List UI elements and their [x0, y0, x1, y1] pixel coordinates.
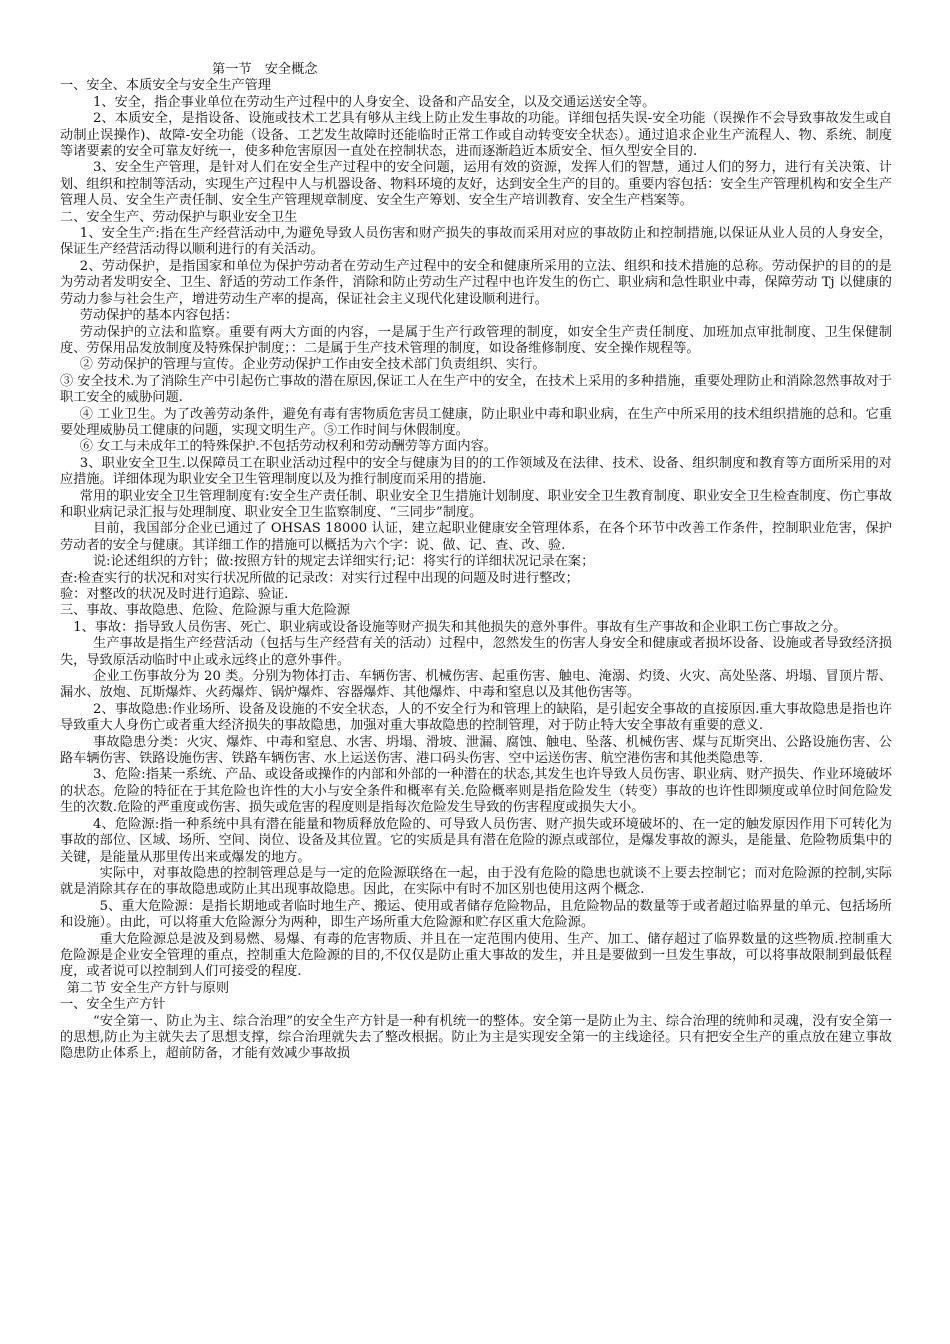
paragraph-17: 验：对整改的状况及时进行追踪、验证.	[60, 587, 289, 602]
section-2-title: 第二节 安全生产方针与原则	[66, 980, 230, 996]
section-1-title: 第一节 安全概念	[212, 62, 318, 77]
paragraph-5: 2、劳动保护，是指国家和单位为保护劳动者在劳动生产过程中的安全和健康所采用的立法、组织和技术措施的总称。劳动保护的目的的是为劳动者发明安全、卫生、舒适的劳动工作条件，消除和防止劳动生产过程中也许发生的伤亡、职业病和急性职业中毒，保障劳动 Tj 以健康的劳动力参与社会生产，增进劳动生产率的提高，保证社会主义现代化建设顺利进行。	[60, 258, 892, 307]
paragraph-2: 2、本质安全，是指设备、设施或技术工艺具有够从主线上防止发生事故的功能。详细包括失误-安全功能（误操作不会导致事故发生或自动制止误操作)、故障-安全功能（设备、工艺发生故障时还能临时正常工作或自动转变安全状态）。通过追求企业生产流程人、物、系统、制度等诸要素的安全可靠友好统一，使多种危害原因一直处在控制状态，进而逐渐趋近本质安全、恒久型安全目的.	[60, 111, 892, 160]
paragraph-26: 5、重大危险源：是指长期地或者临时地生产、搬运、使用或者储存危险物品，且危险物品的数量等于或者超过临界量的单元、包括场所和设施）。由此，可以将重大危险源分为两种，即生产场所重大危险源和贮存区重大危险源。	[60, 898, 892, 931]
paragraph-8: ② 劳动保护的管理与宣传。企业劳动保护工作由安全技术部门负责组织、实行。	[79, 357, 546, 373]
paragraph-16: 查:检查实行的状况和对实行状况所做的记录改：对实行过程中出现的问题及时进行整改；	[60, 570, 579, 586]
paragraph-7: 劳动保护的立法和监察。重要有两大方面的内容，一是属于生产行政管理的制度，如安全生产责任制度、加班加点审批制度、卫生保健制度、劳保用品发放制度及特殊保护制度；：二是属于生产技术管理的制度，如设备维修制度、安全操作规程等。	[60, 324, 892, 356]
paragraph-12: 3、职业安全卫生.以保障员工在职业活动过程中的安全与健康为目的的工作领域及在法律、技术、设备、组织制度和教育等方面所采用的对应措施。详细体现为职业安全卫生管理制度以及为推行制度而采用的措施.	[60, 455, 892, 488]
heading-3: 三、事故、事故隐患、危险、危险源与重大危险源	[60, 603, 351, 619]
heading-4: 一、安全生产方针	[60, 997, 166, 1013]
paragraph-15: 说:论述组织的方针；做:按照方针的规定去详细实行;记：将实行的详细状况记录在案；	[93, 554, 595, 570]
paragraph-18: 1、事故：指导致人员伤害、死亡、职业病或设备设施等财产损失和其他损失的意外事件。事故有生产事故和企业职工伤亡事故之分。	[73, 619, 847, 635]
paragraph-1: 1、安全，指企事业单位在劳动生产过程中的人身安全、设备和产品安全，以及交通运送安全等。	[93, 94, 656, 110]
heading-1: 一、安全、本质安全与安全生产管理	[60, 78, 271, 94]
paragraph-25: 实际中，对事故隐患的控制管理总是与一定的危险源联络在一起，由于没有危险的隐患也就谈不上要去控制它；而对危险源的控制,实际就是消除其存在的事故隐患或防止其出现事故隐患。因此，在实际中有时不加区别也使用这两个概念.	[60, 865, 892, 898]
paragraph-21: 2、事故隐患:作业场所、设备及设施的不安全状态，人的不安全行为和管理上的缺陷，是引起安全事故的直接原因.重大事故隐患是指也许导致重大人身伤亡或者重大经济损失的事故隐患，加强对重大事故隐患的控制管理，对于防止特大安全事故有重要的意义.	[60, 701, 892, 734]
paragraph-11: ⑥ 女工与未成年工的特殊保护.不包括劳动权利和劳动酬劳等方面内容。	[79, 439, 497, 455]
paragraph-14: 目前，我国部分企业已通过了 OHSAS 18000 认证，建立起职业健康安全管理体系，在各个环节中改善工作条件，控制职业危害，保护劳动者的安全与健康。其详细工作的措施可以概括为六个字：说、做、记、查、改、验.	[60, 521, 892, 553]
heading-2: 二、安全生产、劳动保护与职业安全卫生	[60, 209, 298, 225]
paragraph-10: ④ 工业卫生。为了改善劳动条件，避免有毒有害物质危害员工健康，防止职业中毒和职业病，在生产中所采用的技术组织措施的总和。它重要处理威胁员工健康的问题，实现文明生产。⑤工作时间与休假制度。	[60, 406, 892, 438]
paragraph-20: 企业工伤事故分为 20 类。分别为物体打击、车辆伤害、机械伤害、起重伤害、触电、淹溺、灼烫、火灾、高处坠落、坍塌、冒顶片帮、漏水、放炮、瓦斯爆炸、火药爆炸、锅炉爆炸、容器爆炸、其他爆炸、中毒和窒息以及其他伤害等。	[60, 669, 892, 701]
paragraph-13: 常用的职业安全卫生管理制度有:安全生产责任制、职业安全卫生措施计划制度、职业安全卫生教育制度、职业安全卫生检查制度、伤亡事故和职业病记录汇报与处理制度、职业安全卫生监察制度、“三同步”制度。	[60, 488, 892, 520]
paragraph-28: “安全第一、防止为主、综合治理”的安全生产方针是一种有机统一的整体。安全第一是防止为主、综合治理的统帅和灵魂，没有安全第一的思想,防止为主就失去了思想支撑，综合治理就失去了整改根据。防止为主是实现安全第一的主线途径。只有把安全生产的重点放在建立事故隐患防止体系上，超前防备，才能有效减少事故损	[60, 1013, 892, 1062]
paragraph-6: 劳动保护的基本内容包括：	[79, 308, 239, 324]
paragraph-19: 生产事故是指生产经营活动（包括与生产经营有关的活动）过程中，忽然发生的伤害人身安全和健康或者损坏设备、设施或者导致经济损失，导致原活动临时中止或永远终止的意外事件。	[60, 636, 892, 668]
paragraph-27: 重大危险源总是波及到易燃、易爆、有毒的危害物质、并且在一定范围内使用、生产、加工、储存超过了临界数量的这些物质.控制重大危险源是企业安全管理的重点，控制重大危险源的目的,不仅仅是防止重大事故的发生，并且是要做到一旦发生事故，可以将事故限制到最低程度，或者说可以控制到人们可接受的程度.	[60, 931, 892, 980]
paragraph-4: 1、安全生产:指在生产经营活动中,为避免导致人员伤害和财产损失的事故而采用对应的事故防止和控制措施,以保证从业人员的人身安全，保证生产经营活动得以顺利进行的有关活动。	[60, 226, 892, 258]
paragraph-24: 4、危险源:指一种系统中具有潜在能量和物质释放危险的、可导致人员伤害、财产损失或环境破坏的、在一定的触发原因作用下可转化为事故的部位、区域、场所、空间、岗位、设备及其位置。它的实质是具有潜在危险的源点或部位，是爆发事故的源头，是能量、危险物质集中的关键，是能量从那里传出来或爆发的地方。	[60, 816, 892, 865]
paragraph-9: ③ 安全技术.为了消除生产中引起伤亡事故的潜在原因,保证工人在生产中的安全，在技术上采用的多种措施，重要处理防止和消除忽然事故对于职工安全的威胁问题.	[60, 373, 892, 406]
paragraph-3: 3、安全生产管理，是针对人们在安全生产过程中的安全问题，运用有效的资源，发挥人们的智慧，通过人们的努力，进行有关决策、计划、组织和控制等活动，实现生产过程中人与机器设备、物料环境的友好，达到安全生产的目的。重要内容包括：安全生产管理机构和安全生产管理人员、安全生产责任制、安全生产管理规章制度、安全生产筹划、安全生产培训教育、安全生产档案等。	[60, 160, 892, 209]
paragraph-22: 事故隐患分类：火灾、爆炸、中毒和窒息、水害、坍塌、滑坡、泄漏、腐蚀、触电、坠落、机械伤害、煤与瓦斯突出、公路设施伤害、公路车辆伤害、铁路设施伤害、铁路车辆伤害、水上运送伤害、港口码头伤害、空中运送伤害、航空港伤害和其他类隐患等.	[60, 734, 892, 767]
paragraph-23: 3、危险:指某一系统、产品、或设备或操作的内部和外部的一种潜在的状态,其发生也许导致人员伤害、职业病、财产损失、作业环境破坏的状态。危险的特征在于其危险也许性的大小与安全条件和概率有关.危险概率则是指危险发生（转变）事故的也许性即频度或单位时间危险发生的次数.危险的严重度或伤害、损失或危害的程度则是指每次危险发生导致的伤害程度或损失大小。	[60, 767, 892, 816]
